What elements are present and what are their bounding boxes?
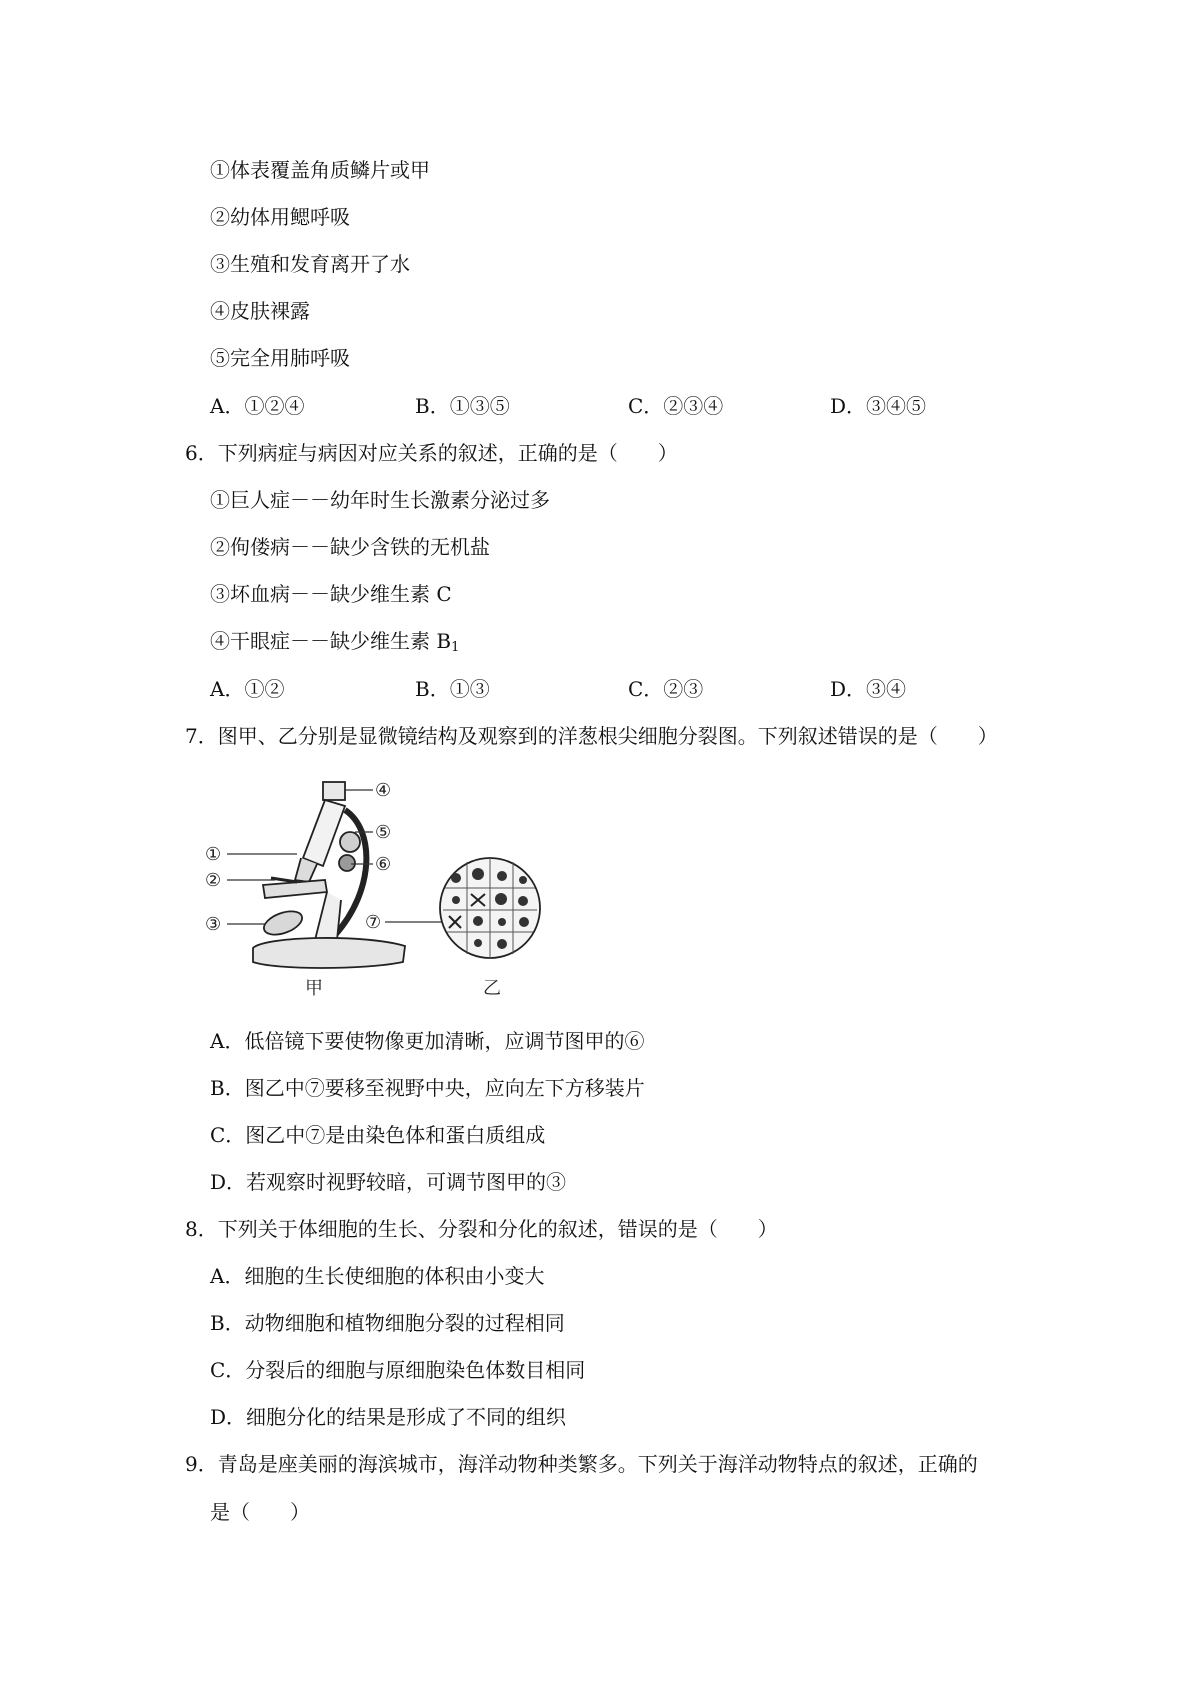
q5-options [0, 392, 1200, 420]
q6-stem: 6．下列病症与病因对应关系的叙述，正确的是（ ） [185, 441, 678, 465]
nucleus [451, 873, 461, 883]
q8-option-d: D．细胞分化的结果是形成了不同的组织 [210, 1405, 567, 1429]
nucleus [495, 893, 507, 905]
label-7: ⑦ [365, 912, 382, 933]
q7-option-d: D．若观察时视野较暗，可调节图甲的③ [210, 1170, 567, 1194]
nucleus [519, 917, 529, 927]
nucleus [519, 876, 527, 884]
q5-option-b: B．①③⑤ [415, 394, 510, 418]
nucleus [474, 939, 482, 947]
label-2: ② [205, 870, 222, 891]
microscope-illustration [253, 782, 405, 968]
q6-statement-4-text: ④干眼症－－缺少维生素 B [210, 629, 452, 653]
q8-stem: 8．下列关于体细胞的生长、分裂和分化的叙述，错误的是（ ） [185, 1217, 778, 1241]
q7-figure [205, 770, 565, 1000]
q6-options [0, 675, 1200, 703]
q7-stem: 7．图甲、乙分别是显微镜结构及观察到的洋葱根尖细胞分裂图。下列叙述错误的是（ ） [185, 724, 998, 748]
q7-option-b: B．图乙中⑦要移至视野中央，应向左下方移装片 [210, 1076, 645, 1100]
eyepiece [323, 782, 345, 800]
q5-option-a: A．①②④ [210, 394, 305, 418]
q7-option-c: C．图乙中⑦是由染色体和蛋白质组成 [210, 1123, 546, 1147]
q6-statement-2: ②佝偻病－－缺少含铁的无机盐 [210, 535, 490, 559]
base [253, 938, 405, 968]
mirror [261, 907, 305, 939]
nucleus [452, 896, 460, 904]
q5-statement-2: ②幼体用鳃呼吸 [210, 205, 350, 229]
q5-option-c: C．②③④ [628, 394, 724, 418]
q6-statement-4-subscript: 1 [451, 640, 460, 655]
label-6: ⑥ [375, 854, 392, 875]
q6-option-c: C．②③ [628, 677, 704, 701]
q8-option-a: A．细胞的生长使细胞的体积由小变大 [210, 1264, 545, 1288]
lens-tube [303, 800, 345, 866]
pillar [315, 892, 341, 940]
nucleus [498, 918, 506, 926]
q6-option-b: B．①③ [415, 677, 490, 701]
label-1: ① [205, 844, 222, 865]
label-5: ⑤ [375, 822, 392, 843]
q5-option-d: D．③④⑤ [830, 394, 927, 418]
nucleus [473, 916, 483, 926]
q6-option-d: D．③④ [830, 677, 907, 701]
caption-jia: 甲 [305, 978, 323, 999]
q5-statement-4: ④皮肤裸露 [210, 299, 310, 323]
q9-stem-line-1: 9．青岛是座美丽的海滨城市，海洋动物种类繁多。下列关于海洋动物特点的叙述，正确的 [185, 1452, 978, 1476]
nucleus [472, 868, 484, 880]
caption-yi: 乙 [483, 978, 501, 999]
q8-option-b: B．动物细胞和植物细胞分裂的过程相同 [210, 1311, 565, 1335]
q9-stem-line-2: 是（ ） [210, 1500, 310, 1524]
q5-statement-5: ⑤完全用肺呼吸 [210, 346, 350, 370]
cell-field-of-view [440, 858, 540, 958]
label-3: ③ [205, 914, 222, 935]
q6-option-a: A．①② [210, 677, 285, 701]
nucleus [497, 871, 507, 881]
q5-statement-3: ③生殖和发育离开了水 [210, 252, 410, 276]
label-4: ④ [375, 780, 392, 801]
q6-statement-1: ①巨人症－－幼年时生长激素分泌过多 [210, 488, 550, 512]
q5-statement-1: ①体表覆盖角质鳞片或甲 [210, 158, 430, 182]
q8-option-c: C．分裂后的细胞与原细胞染色体数目相同 [210, 1358, 586, 1382]
q6-statement-3: ③坏血病－－缺少维生素 C [210, 582, 452, 606]
nucleus [497, 939, 507, 949]
fine-knob [339, 855, 355, 871]
q6-statement-4 [210, 627, 459, 662]
nucleus [518, 896, 528, 906]
coarse-knob [340, 832, 360, 852]
q7-option-a: A．低倍镜下要使物像更加清晰，应调节图甲的⑥ [210, 1029, 645, 1053]
